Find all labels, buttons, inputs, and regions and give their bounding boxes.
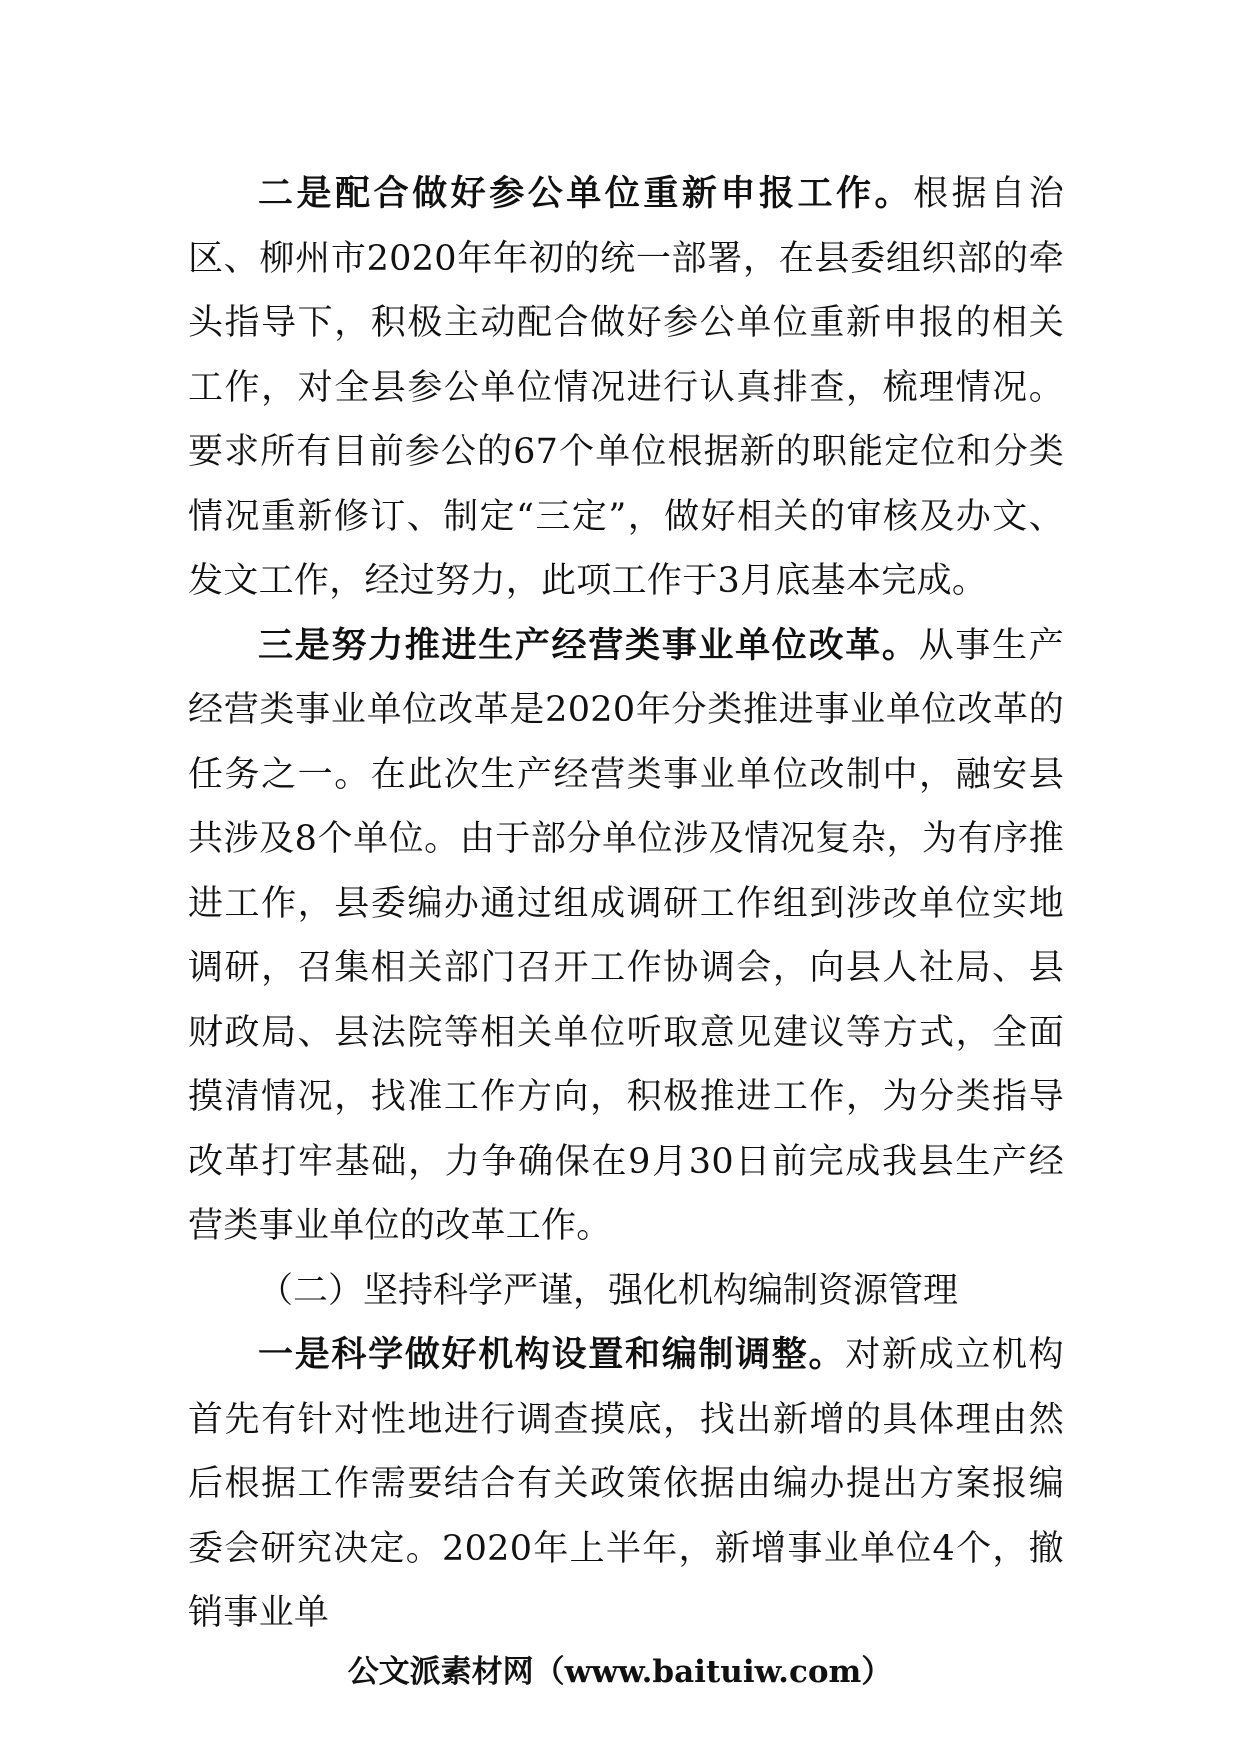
paragraph-reapplication [188,162,1064,614]
paragraph-text: 根据自治区、柳州市2020年年初的统一部署，在县委组织部的牵头指导下，积极主动配合做好参公单位重新申报的相关工作，对全县参公单位情况进行认真排查，梳理情况。要求所有目前参公的67个单位根据新的职能定位和分类情况重新修订、制定“三定”，做好相关的审核及办文、发文工作，经过努力，此项工作于3月底基本完成。 [188,174,1064,601]
paragraph-institution-setup [188,1323,1064,1646]
section-subheading: （二）坚持科学严谨，强化机构编制资源管理 [258,1270,959,1311]
paragraph-lead: 二是配合做好参公单位重新申报工作。 [258,174,914,214]
paragraph-lead: 一是科学做好机构设置和编制调整。 [258,1335,846,1375]
document-body [188,162,1064,1646]
paragraph-lead: 三是努力推进生产经营类事业单位改革。 [258,625,919,666]
footer-watermark: 公文派素材网（www.baituiw.com） [347,1654,893,1690]
paragraph-text: 对新成立机构首先有针对性地进行调查摸底，找出新增的具体理由然后根据工作需要结合有关政策依据由编办提出方案报编委会研究决定。2020年上半年，新增事业单位4个，撤销事业单 [188,1335,1064,1633]
paragraph-reform [188,614,1064,1259]
paragraph-text: 从事生产经营类事业单位改革是2020年分类推进事业单位改革的任务之一。在此次生产经营类事业单位改制中，融安县共涉及8个单位。由于部分单位涉及情况复杂，为有序推进工作，县委编办通过组成调研工作组到涉改单位实地调研，召集相关部门召开工作协调会，向县人社局、县财政局、县法院等相关单位听取意见建议等方式，全面摸清情况，找准工作方向，积极推进工作，为分类指导改革打牢基础，力争确保在9月30日前完成我县生产经营类事业单位的改革工作。 [188,625,1064,1246]
